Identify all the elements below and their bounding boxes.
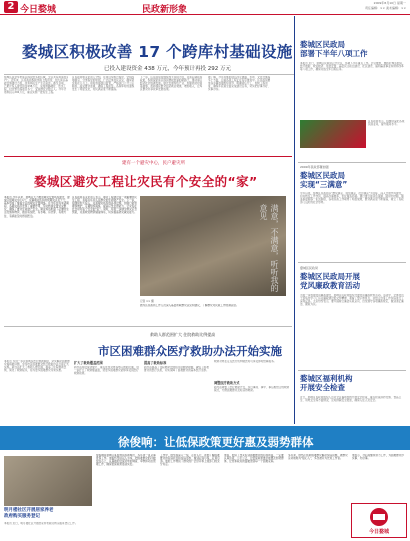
right-box1-body2: 区民政局表示，将继续深化各项民政业务，提升服务水平。 [368,120,405,127]
divider [4,156,292,157]
article1-body-col2: 区民政局相关负责人介绍，在项目实施过程中，坚持因地制宜、分类指导的原则，广泛征求村民意见，确保资金用在刀刃上。同时加强项目监管，严格执行公开公示制度，接受群众监督，确保工程质量。各跨库村的面貌发生了明显变化，村民满意度不断提高。 [72,76,135,92]
right-box2-kicker: 2009年民政部署加强 [300,165,329,169]
page-number-badge: 2 [4,1,18,13]
article3-body-col4b: 新办法调整了医疗救助方式，实行事前、事中、事后相结合的救助模式，方便困难群众及时获得救助。 [214,386,290,393]
article2-body-col1: 本报讯 今年以来，婺城区大力推进避灾安置场所建设，建成区级避灾中心1个，乡镇避灾所和村级避灾点若干个，基本形成了覆盖全区的避灾安置网络。在今年台风来袭期间，各避灾场所发挥了重要作用，及时转移安置受灾群众，确保了群众生命财产安全。避灾场所配备了必要的生活设施和物资，做到有饭吃、有水喝、有衣穿、有地方住、有病能及时得到医治。 [4,196,70,218]
article3-subhead1: 扩大了救助覆盖范围 [74,361,103,365]
footer-logo [351,503,407,538]
masthead-date: 2009年8月10日 星期一 [373,1,406,5]
article4-headline: 徐俊响：让低保政策更好惠及弱势群体 [118,435,314,449]
article3-body-col4a: 救助对象在定点医疗机构就医时可享受即时结算服务。 [214,360,277,363]
article2-body-col2: 区民政局有关负责人表示，避灾工程建设是一项重要的民生工程，直接关系到人民群众的生命财产安全。下一步，将继续加大投入，完善避灾场所的各项设施，加强日常管理和维护，定期组织演练，提高应急处置能力，让灾民在危急时刻有个安全的“家”。同时，将进一步健全救灾应急预案，完善救灾物资储备体系，切实提高防灾减灾能力。 [72,196,137,215]
photo-caption: 记者 ×× 摄 [140,300,154,303]
article1-body-col1: 婺城区是金华市库区移民较多的区域，全区共有跨库村17个。近年来，区民政局积极争取上级资金，加大库区基础设施建设力度，改善移民生产生活条件。截至目前，已累计投入建设资金438万元，完成道路硬化、饮水工程、村庄整治等项目多个，受益群众达数万人。今年计划再投入292万元，重点实施一批民生工程。 [4,76,68,95]
article3-subhead3: 调整医疗救助方式 [214,381,240,385]
article2-kicker: 建有一个避灾中心，民户避灾所 [122,161,185,166]
divider [298,262,406,263]
divider [4,74,294,75]
right-box4-title: 婺城区福利机构 开展安全检查 [300,374,353,392]
article4-body-col2: 工作中，他坚持深入一线，走村入户，详细了解困难群众的家庭状况和实际需求，做到应保尽保、应退尽退。他的工作得到了群众的广泛好评和上级部门的充分肯定。 [160,454,220,467]
article5-photo [4,456,92,506]
right-box4-body: 近日，婺城区民政局组织人员对全区福利机构开展安全检查，重点检查消防设施、食品卫生、用电安全等方面情况，及时排除安全隐患，确保入住人员安全。 [300,396,402,403]
article3-kicker: 救助人群范围扩大 住院救助比例提高 [150,332,216,337]
article1-body-col3: 下一步，区民政局将继续加大扶持力度，完善后期扶持政策，积极探索库区移民增收致富的新路子，推动库区经济社会协调发展。通过发展特色产业、加强技能培训等措施，帮助移民群众拓宽就业渠道，增加收入，让库区群众共享改革发展成果。 [140,76,203,92]
article4-body-col4: 多年来，他热心帮助困难群众解决实际问题，被群众亲切地称为“贴心人”，多次被评为先进工作者。 [288,454,348,461]
article5-body: 本报讯 近日，明月楼社区开展居家养老政府购买服务登记工作。 [4,522,78,525]
article1-subheadline: 已投入建设资金 438 万元，今年预计再投 292 万元 [104,66,231,72]
article4-body-col1: 徐俊响是婺城区某街道民政助理员，多年来一直从事低保工作。他始终坚持以人为本，把困难群众的冷暖放在心上，认真做好低保对象的调查、审核和动态管理工作，确保低保政策落到实处。 [96,454,156,467]
article2-headline: 婺城区避灾工程让灾民有个安全的“家” [34,174,258,189]
masthead-editors: 责任编辑：×× 美术编辑：×× [364,6,406,10]
column-divider [294,16,295,424]
divider [298,370,406,371]
right-box1-body: 本报讯 近日，婺城区民政局召开会议，部署下半年重点工作。会议要求，要抓好城乡低保、医疗救助、救灾救济、优抚安置、基层民主政治建设、社区建设、福利慈善事业和殡葬改革等八项工作，确保完成全年目标任务。 [300,62,405,72]
article3-headline: 市区困难群众医疗救助办法开始实施 [98,344,282,358]
right-box3-body: 为进一步加强党风廉政建设，婺城区民政局组织开展党风廉政教育活动。活动中，全体党员干部集中学习了有关廉政建设的文件精神，观看了警示教育片，并结合自身工作实际进行了深刻反思。大家纷纷表示，要牢固树立廉洁从政意识，自觉遵守各项廉政规定，做到清正廉洁、勤政为民。 [300,294,404,307]
article1-body-col4: 据了解，今年实施的项目涉及道路、水利、文化设施等多个方面，目前各项工程正在有序推进中。区民政局要求各乡镇加强组织领导，明确责任分工，加快工程进度，确保年底前全面完成建设任务，切实把好事办好、实事办实。 [208,76,271,92]
right-box1-title: 婺城区民政局 部署下半年八项工作 [300,40,368,58]
article1-headline: 婺城区积极改善 17 个跨库村基础设施 [22,43,293,61]
article4-body-col5: 他表示，今后将继续努力工作，为困难群众办实事、办好事。 [352,454,404,461]
article4-body-col3: 他说，低保工作关系到困难群众的切身利益，一定要认真负责，公平公正，让低保政策更好地惠及弱势群体，让党和政府的温暖送到每一个困难家庭。 [224,454,284,464]
article3-body-col1: 本报讯 为进一步完善城乡医疗救助制度，切实解决困难群众看病难问题，金华市区困难群众医疗救助办法日前正式实施。新办法扩大了救助人群范围，提高了住院救助比例，简化了救助程序，将为更多困难群众带来实惠。 [4,360,70,373]
masthead-brand: 今日婺城 [20,5,57,15]
article5-headline: 明月楼社区开展居家养老 政府购买服务登记 [4,508,54,519]
right-box2-title: 婺城区民政局 实现“三满意” [300,171,348,189]
section-title: 民政新形象 [142,5,188,15]
article3-body-col3: 新办法提高了住院救助比例和年度救助限额，减轻了困难群众的医疗负担，切实保障了困难群众的基本医疗需求。 [144,366,209,373]
footer-logo-text: 今日婺城 [368,529,389,535]
article3-body-col2: 新办法将低保边缘户、重点优抚对象等纳入救助范围，进一步扩大了救助覆盖面，使更多困难群众能够享受到医疗救助政策。 [74,366,139,376]
divider [4,326,292,327]
right-box1-image [300,120,366,148]
divider [298,162,406,163]
photo-vertical-text: 满意，不满意，听听我的意见 [259,204,279,292]
article3-subhead2: 提高了救助标准 [144,361,167,365]
right-box3-kicker: 婺城区民政局 [300,266,319,270]
article2-body-col3: 图为区民政局工作人员深入基层听取群众意见和建议，了解群众对民政工作的满意度。 [140,304,239,307]
right-box2-body: 今年以来，婺城区民政局以“群众满意、领导满意、社会满意”为目标，深入开展作风建设，切实转变工作作风，提高办事效率，优化服务环境。通过推行首问负责制、限时办结制、服务承诺制等一系列制度，各项民政工作取得了明显成效，群众满意度不断提高，树立了民政部门良好的社会形象。 [300,192,404,205]
right-box3-title: 婺城区民政局开展 党风廉政教育活动 [300,272,360,290]
